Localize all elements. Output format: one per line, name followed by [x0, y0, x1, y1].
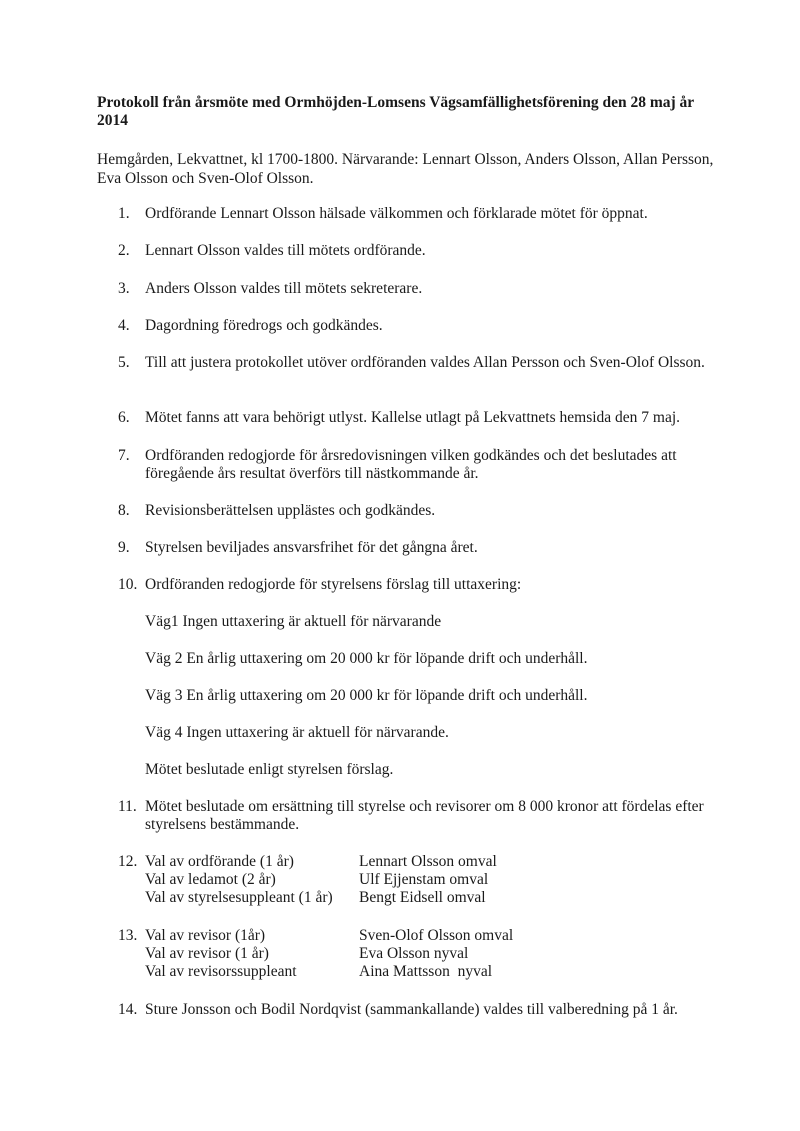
item-number: 4.: [118, 317, 130, 334]
agenda-item-1: [118, 205, 718, 223]
val-name: Sven-Olof Olsson omval: [359, 927, 514, 944]
val-role: Val av revisor (1år): [145, 927, 266, 944]
agenda-item-4: [118, 317, 718, 335]
val-name: Ulf Ejjenstam omval: [359, 871, 489, 888]
meeting-intro: Hemgården, Lekvattnet, kl 1700-1800. Närvarande: Lennart Olsson, Anders Olsson, Allan Persson, Eva Olsson och Sven-Olof Olsson.: [97, 151, 714, 187]
item-number: 10.: [118, 576, 138, 593]
val-role: Val av revisor (1 år): [145, 945, 269, 962]
item-text: Till att justera protokollet utöver ordföranden valdes Allan Persson och Sven-Olof Olsson.: [145, 354, 705, 371]
agenda-item-14: [118, 1001, 718, 1019]
uttaxering-vag-3: Väg 3 En årlig uttaxering om 20 000 kr för löpande drift och underhåll.: [145, 687, 588, 704]
item-number: 2.: [118, 242, 130, 259]
agenda-item-8: [118, 502, 718, 520]
val-row: [145, 889, 705, 907]
agenda-item-6: [118, 409, 718, 427]
agenda-item-9: [118, 539, 718, 557]
item-text: Revisionsberättelsen upplästes och godkändes.: [145, 502, 436, 519]
agenda-item-2: [118, 242, 718, 260]
val-name: Aina Mattsson nyval: [359, 963, 493, 980]
item-number: 12.: [118, 853, 138, 870]
uttaxering-vag-2: Väg 2 En årlig uttaxering om 20 000 kr för löpande drift och underhåll.: [145, 650, 588, 667]
val-revisor-list: [145, 927, 705, 981]
item-number: 6.: [118, 409, 130, 426]
val-name: Lennart Olsson omval: [359, 853, 497, 870]
val-role: Val av revisorssuppleant: [145, 963, 297, 980]
val-name: Bengt Eidsell omval: [359, 889, 486, 906]
item-number: 14.: [118, 1001, 138, 1018]
agenda-item-7: [118, 447, 718, 483]
item-text: Ordföranden redogjorde för styrelsens förslag till uttaxering:: [145, 576, 522, 593]
item-number: 1.: [118, 205, 130, 222]
item-number: 5.: [118, 354, 130, 371]
uttaxering-vag-4: Väg 4 Ingen uttaxering är aktuell för närvarande.: [145, 724, 449, 741]
val-role: Val av styrelsesuppleant (1 år): [145, 889, 333, 906]
item-text: Lennart Olsson valdes till mötets ordförande.: [145, 242, 426, 259]
val-role: Val av ledamot (2 år): [145, 871, 276, 888]
uttaxering-decision: Mötet beslutade enligt styrelsen förslag.: [145, 761, 394, 778]
item-number: 7.: [118, 447, 130, 464]
uttaxering-vag-1: Väg1 Ingen uttaxering är aktuell för närvarande: [145, 613, 442, 630]
val-row: [145, 963, 705, 981]
item-number: 8.: [118, 502, 130, 519]
item-text: Anders Olsson valdes till mötets sekreterare.: [145, 280, 423, 297]
agenda-item-11: [118, 798, 718, 834]
agenda-item-10: [118, 576, 718, 594]
item-number: 11.: [118, 798, 137, 815]
item-text: Sture Jonsson och Bodil Nordqvist (sammankallande) valdes till valberedning på 1 år.: [145, 1001, 678, 1018]
item-number: 13.: [118, 927, 138, 944]
item-text: Dagordning föredrogs och godkändes.: [145, 317, 383, 334]
agenda-item-3: [118, 280, 718, 298]
val-row: [145, 871, 705, 889]
item-text: Styrelsen beviljades ansvarsfrihet för det gångna året.: [145, 539, 478, 556]
val-row: [145, 945, 705, 963]
agenda-item-5: [118, 354, 718, 372]
item-number: 9.: [118, 539, 130, 556]
val-name: Eva Olsson nyval: [359, 945, 469, 962]
item-text: Ordförande Lennart Olsson hälsade välkommen och förklarade mötet för öppnat.: [145, 205, 648, 222]
val-row: [145, 927, 705, 945]
val-styrelse-list: [145, 853, 705, 907]
document-title: Protokoll från årsmöte med Ormhöjden-Lomsens Vägsamfällighetsförening den 28 maj år 2014: [97, 94, 694, 129]
item-text: Mötet beslutade om ersättning till styrelse och revisorer om 8 000 kronor att fördelas efter styrelsens bestämmande.: [145, 798, 704, 833]
item-number: 3.: [118, 280, 130, 297]
val-row: [145, 853, 705, 871]
item-text: Ordföranden redogjorde för årsredovisningen vilken godkändes och det beslutades att föregående års resultat överförs till nästkommande år.: [145, 447, 677, 482]
val-role: Val av ordförande (1 år): [145, 853, 294, 870]
item-text: Mötet fanns att vara behörigt utlyst. Kallelse utlagt på Lekvattnets hemsida den 7 maj.: [145, 409, 681, 426]
